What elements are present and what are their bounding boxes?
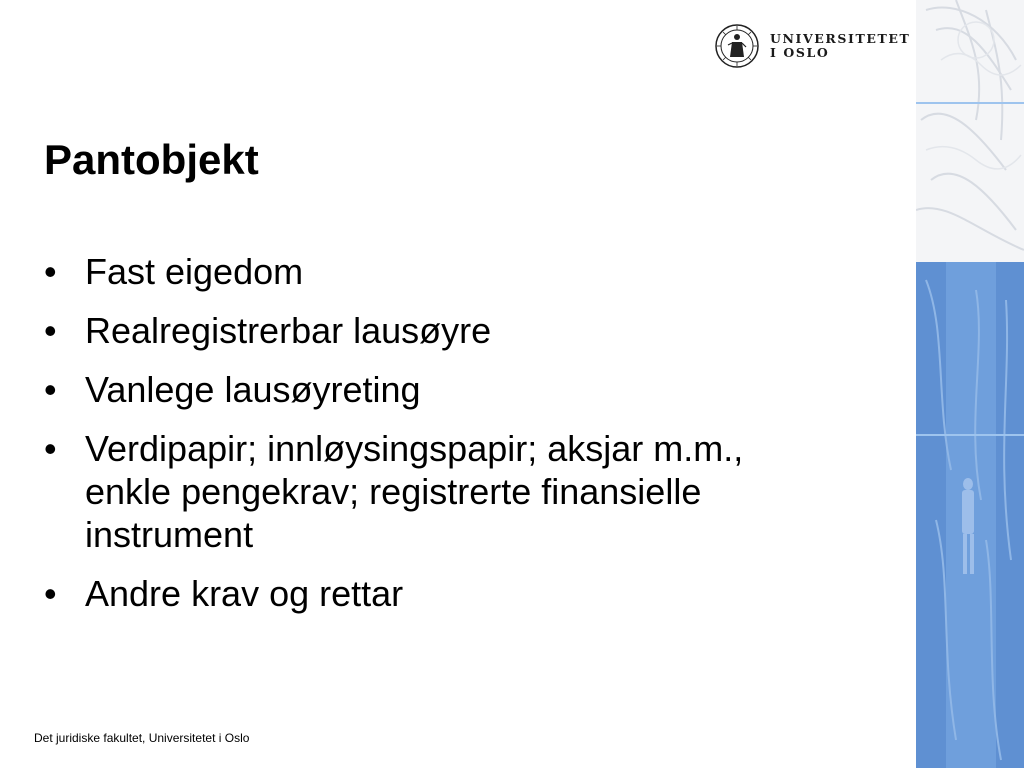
bullet-symbol: • bbox=[44, 428, 57, 469]
bullet-item bbox=[44, 250, 824, 293]
bullet-item bbox=[44, 309, 824, 352]
bullet-text: Fast eigedom bbox=[85, 251, 304, 292]
bullet-text: Verdipapir; innløysingspapir; aksjar m.m., enkle pengekrav; registrerte finansielle instrument bbox=[85, 428, 744, 555]
slide-title: Pantobjekt bbox=[44, 136, 259, 183]
decorative-side-panel bbox=[916, 0, 1024, 768]
bullet-text: Realregistrerbar lausøyre bbox=[85, 310, 492, 351]
university-logo bbox=[714, 22, 910, 70]
logo-line-2: I OSLO bbox=[770, 45, 830, 60]
bullet-text: Vanlege lausøyreting bbox=[85, 369, 421, 410]
bullet-item bbox=[44, 427, 824, 556]
slide-footer: Det juridiske fakultet, Universitetet i Oslo bbox=[34, 731, 250, 745]
bullet-text: Andre krav og rettar bbox=[85, 573, 404, 614]
bullet-item bbox=[44, 572, 824, 615]
bullet-symbol: • bbox=[44, 573, 57, 614]
bullet-list bbox=[44, 250, 824, 631]
bullet-symbol: • bbox=[44, 310, 57, 351]
university-wordmark bbox=[770, 32, 910, 60]
bullet-item bbox=[44, 368, 824, 411]
logo-line-1: UNIVERSITETET bbox=[770, 31, 911, 46]
bullet-symbol: • bbox=[44, 251, 57, 292]
university-seal-icon bbox=[714, 23, 760, 69]
statue-background-image bbox=[916, 0, 1024, 768]
bullet-symbol: • bbox=[44, 369, 57, 410]
